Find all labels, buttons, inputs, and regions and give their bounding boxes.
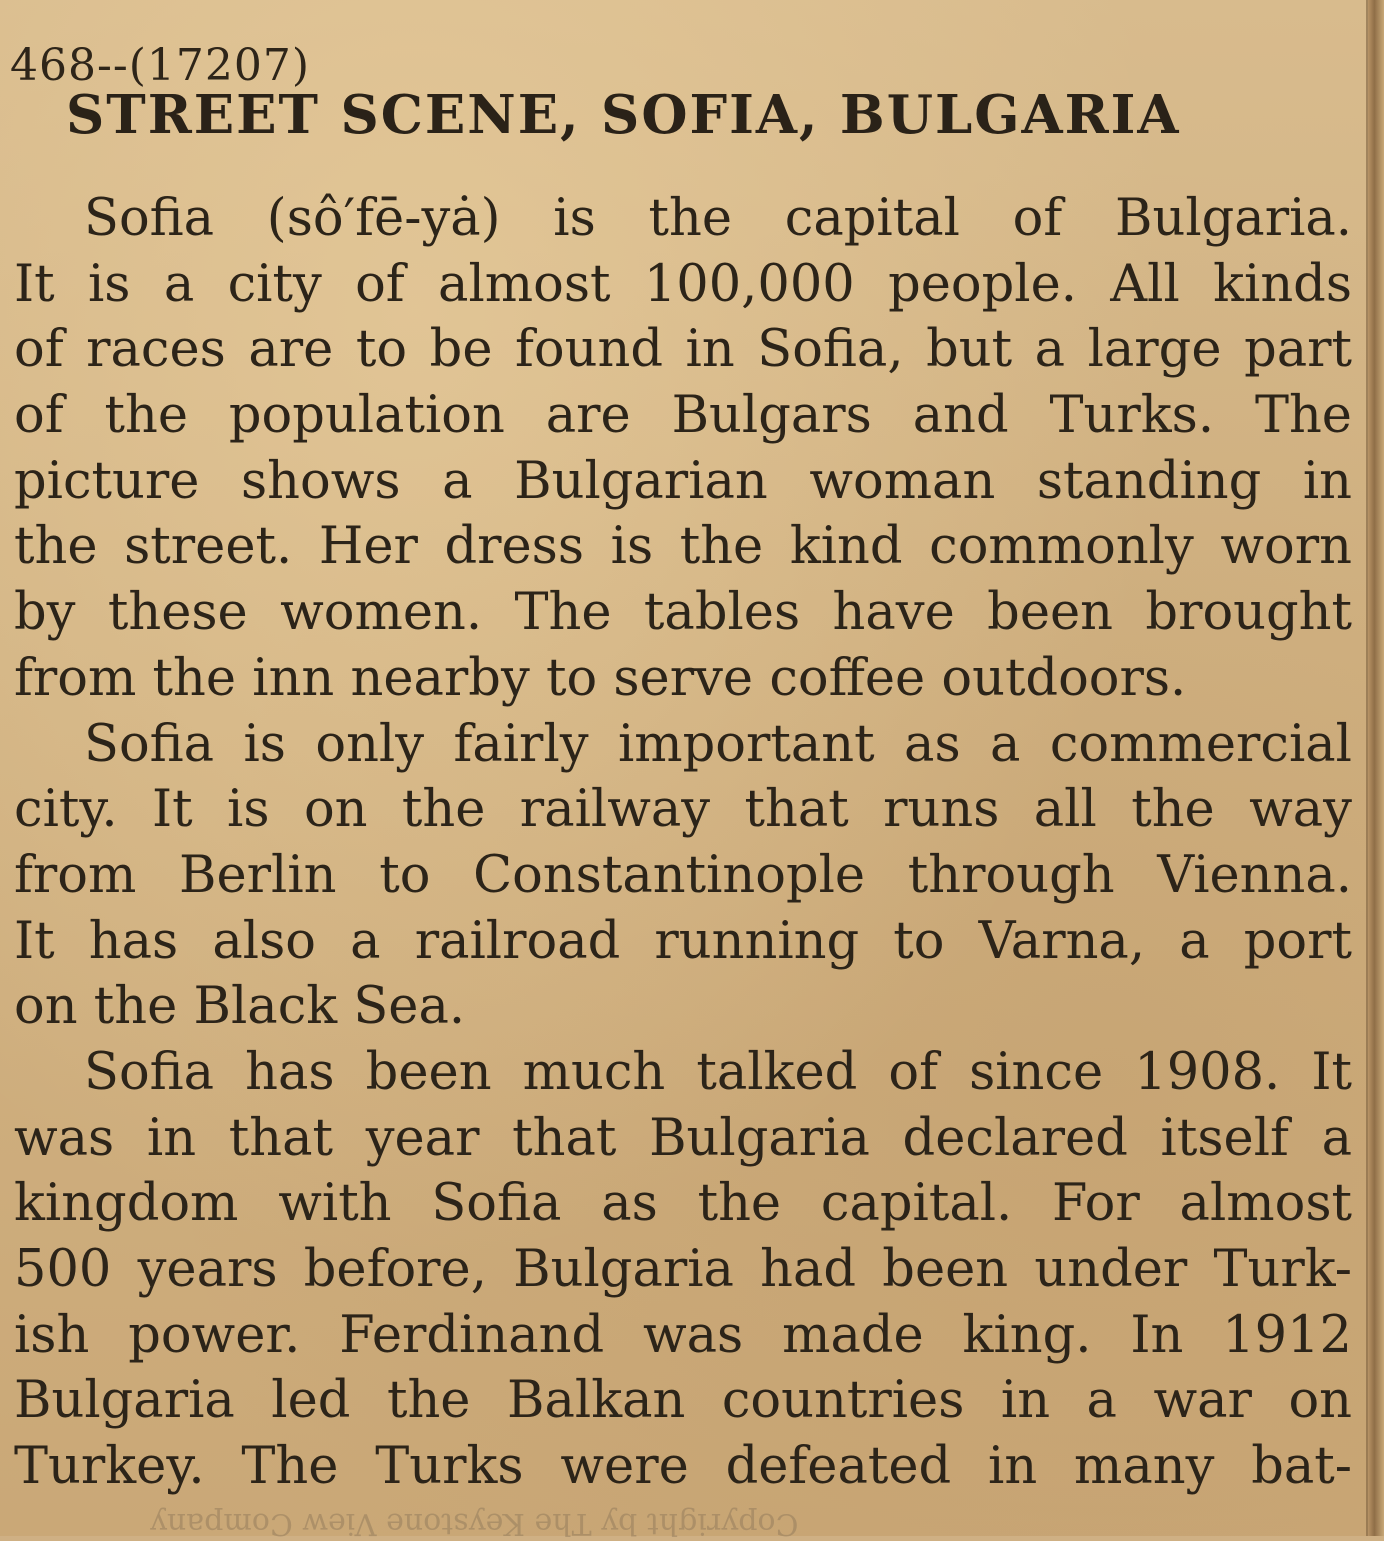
text-line: It is a city of almost 100,000 people. All kinds	[14, 254, 1352, 314]
bleed-through-text: Copyright by The Keystone View Company	[150, 1506, 799, 1541]
text-line: ish power. Ferdinand was made king. In 1912	[14, 1305, 1352, 1365]
card-title: STREET SCENE, SOFIA, BULGARIA	[66, 84, 1181, 146]
text-line: of the population are Bulgars and Turks. The	[14, 386, 1352, 446]
text-line: Sofia is only fairly important as a commercial	[84, 714, 1352, 774]
text-line: Turkey. The Turks were defeated in many bat-	[14, 1437, 1352, 1497]
text-line: Sofia (sô′fē-yȧ) is the capital of Bulgaria.	[84, 189, 1352, 248]
text-line: by these women. The tables have been brought	[14, 583, 1352, 643]
text-line: Sofia has been much talked of since 1908. It	[84, 1042, 1352, 1102]
caption-number: 468--(17207)	[10, 40, 311, 91]
text-line: picture shows a Bulgarian woman standing in	[14, 451, 1352, 511]
text-line: on the Black Sea.	[14, 977, 466, 1037]
text-line: the street. Her dress is the kind commonly worn	[14, 517, 1352, 577]
text-line: Bulgaria led the Balkan countries in a war on	[14, 1371, 1352, 1431]
description-text	[14, 186, 1352, 1500]
text-line: kingdom with Sofia as the capital. For almost	[14, 1174, 1352, 1234]
text-line: from the inn nearby to serve coffee outdoors.	[14, 648, 1187, 708]
text-line: It has also a railroad running to Varna, a port	[14, 911, 1352, 971]
card-edge	[1368, 0, 1384, 1536]
text-line: was in that year that Bulgaria declared itself a	[14, 1108, 1352, 1168]
text-line: of races are to be found in Sofia, but a large part	[14, 320, 1352, 380]
text-line: from Berlin to Constantinople through Vienna.	[14, 845, 1352, 905]
text-line: city. It is on the railway that runs all the way	[14, 780, 1352, 840]
text-line: 500 years before, Bulgaria had been under Turk-	[14, 1240, 1352, 1299]
